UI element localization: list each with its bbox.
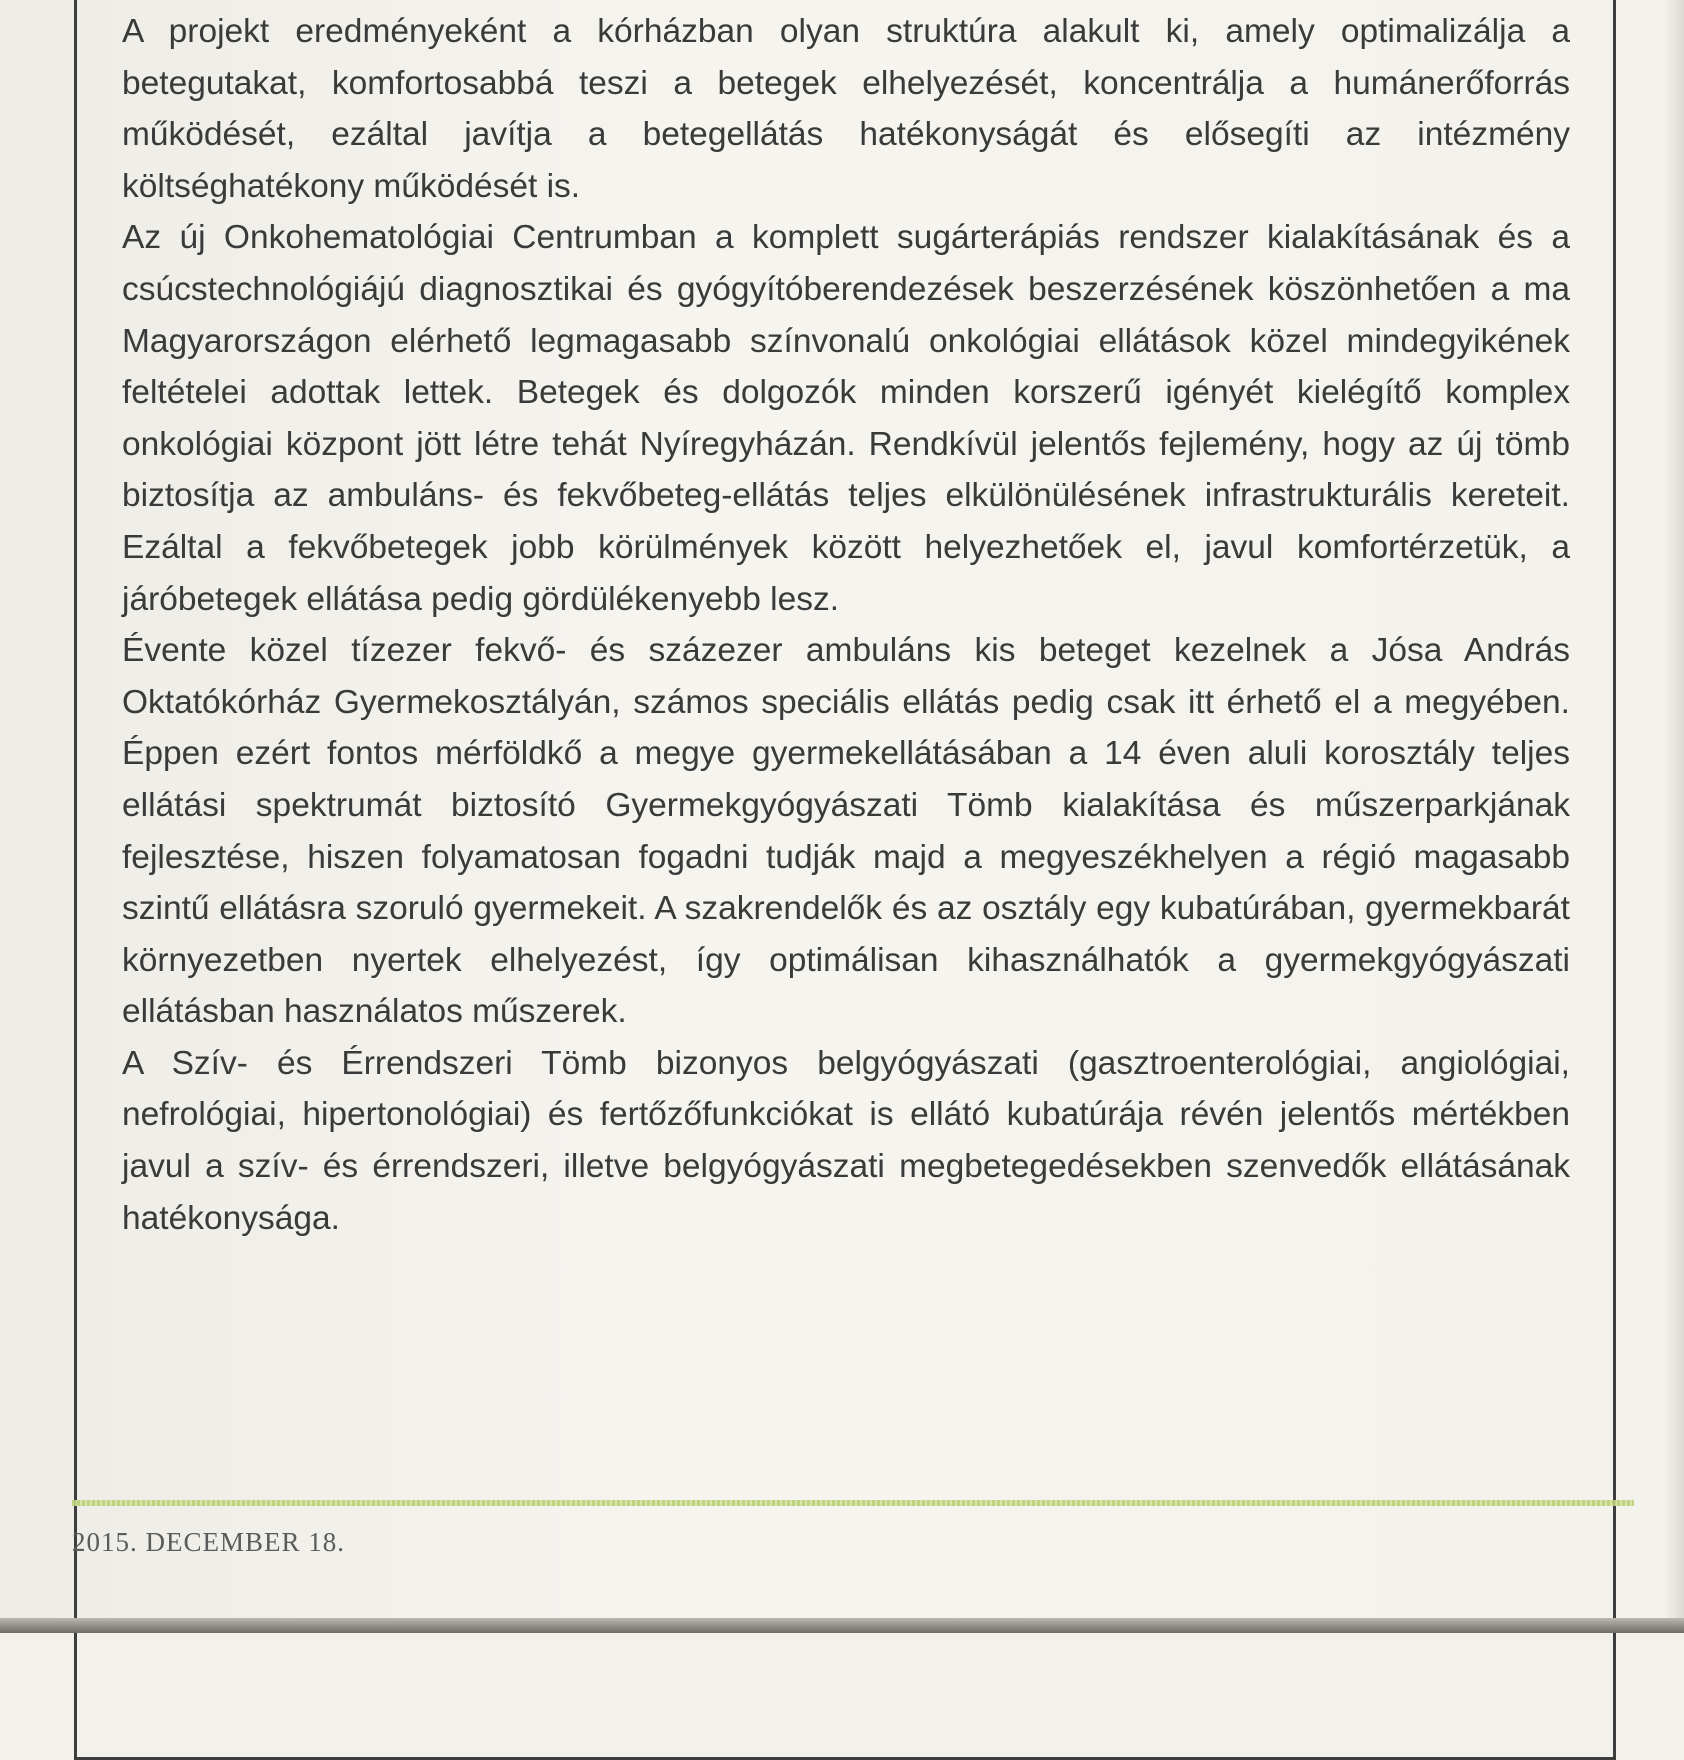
footer-date: 2015. DECEMBER 18. [72,1527,346,1557]
paragraph-pediatric-block: Évente közel tízezer fekvő- és százezer ambuláns kis beteget kezelnek a Jósa András Oktatókórház Gyermekosztályán, számos speciális ellátás pedig csak itt érhető el a megyében. Éppen ezért fontos mérföldkő a megye gyermekellátásában a 14 éven aluli korosztály teljes ellátási spektrumát biztosító Gyermekgyógyászati Tömb kialakítása és műszerparkjának fejlesztése, hiszen folyamatosan fogadni tudják majd a megyeszékhelyen a régió magasabb szintű ellátásra szoruló gyermekeit. A szakrendelők és az osztály egy kubatúrában, gyermekbarát környezetben nyertek elhelyezést, így optimálisan kihasználhatók a gyermekgyógyászati ellátásban használatos műszerek. [122,632,1570,1031]
page-edge-shadow [1664,0,1684,1633]
paragraph-cardiovascular-block: A Szív- és Érrendszeri Tömb bizonyos belgyógyászati (gasztroenterológiai, angiológiai, nefrológiai, hipertonológiai) és fertőzőfunkciókat is ellátó kubatúrája révén jelentős mértékben javul a szív- és érrendszeri, illetve belgyógyászati megbetegedésekben szenvedők ellátásának hatékonysága. [122,1044,1570,1237]
paragraph-project-results: A projekt eredményeként a kórházban olyan struktúra alakult ki, amely optimalizálja a betegutakat, komfortosabbá teszi a betegek elhelyezését, koncentrálja a humánerőforrás működését, ezáltal javítja a betegellátás hatékonyságát és elősegíti az intézmény költséghatékony működését is. [122,13,1570,205]
scan-bottom-edge [0,1618,1684,1633]
article-body [122,6,1570,1244]
footer-divider [72,1500,1634,1506]
paragraph-oncohematology-center: Az új Onkohematológiai Centrumban a komplett sugárterápiás rendszer kialakításának és a csúcstechnológiájú diagnosztikai és gyógyítóberendezések beszerzésének köszönhetően a ma Magyarországon elérhető legmagasabb színvonalú onkológiai ellátások közel mindegyikének feltételei adottak lettek. Betegek és dolgozók minden korszerű igényét kielégítő komplex onkológiai központ jött létre tehát Nyíregyházán. Rendkívül jelentős fejlemény, hogy az új tömb biztosítja az ambuláns- és fekvőbeteg-ellátás teljes elkülönülésének infrastrukturális kereteit. Ezáltal a fekvőbetegek jobb körülmények között helyezhetőek el, javul komfortérzetük, a járóbetegek ellátása pedig gördülékenyebb lesz. [122,219,1570,618]
